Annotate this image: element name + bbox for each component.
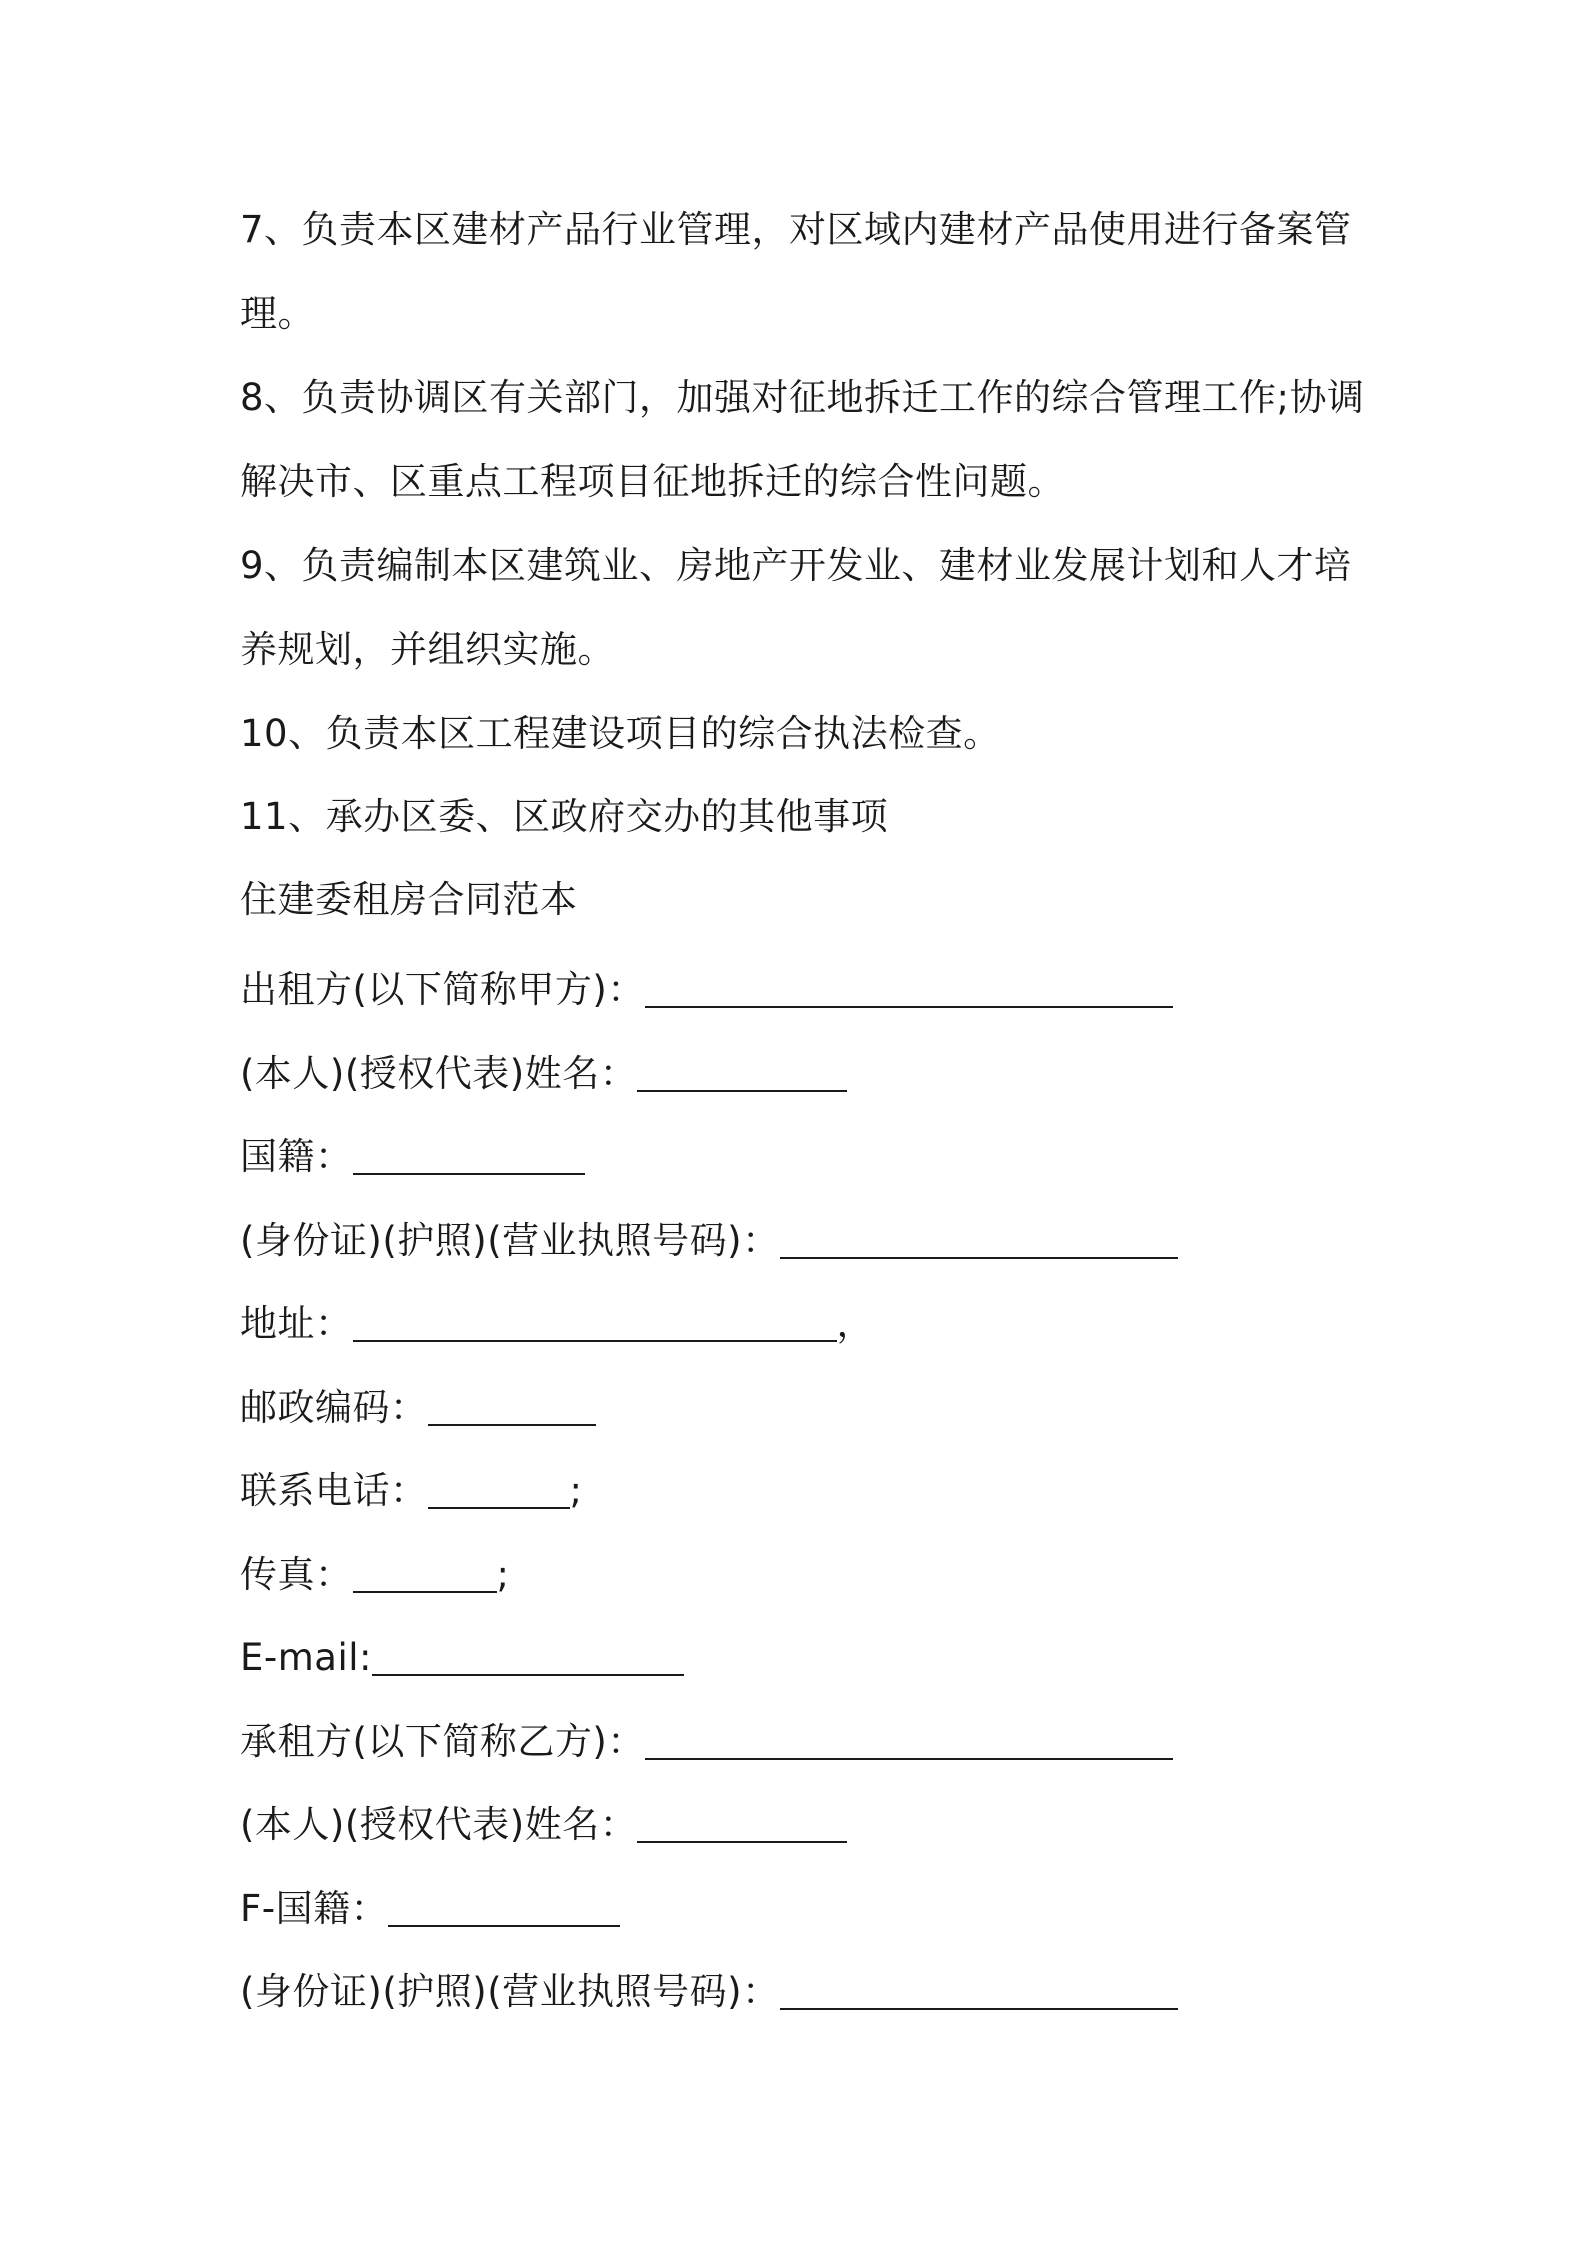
fill-in-blank[interactable] [388,1885,620,1927]
paragraph-11: 11、承办区委、区政府交办的其他事项 [240,795,889,838]
paragraph-9: 9、负责编制本区建筑业、房地产开发业、建材业发展计划和人才培 [240,544,1352,587]
paragraph-8: 8、负责协调区有关部门，加强对征地拆迁工作的综合管理工作;协调 [240,376,1365,419]
fill-in-blank[interactable] [372,1634,684,1676]
paragraph-9-continuation: 养规划，并组织实施。 [240,628,615,671]
field-lessor-fax: 传真： ; [240,1553,510,1596]
field-lessor-id [240,1217,1360,1265]
field-lessor-name [240,1050,1360,1098]
contract-title: 住建委租房合同范本 [240,878,578,921]
fill-in-blank[interactable] [637,1801,847,1843]
paragraph-7-continuation: 理。 [240,292,315,335]
field-label: (身份证)(护照)(营业执照号码)： [240,1970,780,2013]
fill-in-blank[interactable] [353,1300,837,1342]
field-lessor-email [240,1634,1360,1682]
field-lessor-address: 地址： ， [240,1302,874,1345]
fill-in-blank[interactable] [428,1384,596,1426]
fill-in-blank[interactable] [780,1217,1178,1259]
field-lessor [240,966,1360,1014]
field-label: 地址： [240,1302,353,1345]
field-lessee-nationality [240,1885,1360,1933]
field-lessee-name [240,1801,1360,1849]
fill-in-blank[interactable] [353,1551,497,1593]
fill-in-blank[interactable] [645,1718,1173,1760]
field-lessor-phone: 联系电话： ; [240,1469,583,1512]
field-lessor-nationality [240,1133,1360,1181]
fill-in-blank[interactable] [637,1050,847,1092]
field-label: (本人)(授权代表)姓名： [240,1803,638,1846]
field-label: F-国籍： [240,1887,389,1930]
field-lessee [240,1718,1360,1766]
paragraph-10: 10、负责本区工程建设项目的综合执法检查。 [240,712,1001,755]
field-lessee-id [240,1968,1360,2016]
field-label: 国籍： [240,1135,353,1178]
paragraph-8-continuation: 解决市、区重点工程项目征地拆迁的综合性问题。 [240,460,1065,503]
field-label: 传真： [240,1553,353,1596]
fill-in-blank[interactable] [353,1133,585,1175]
fill-in-blank[interactable] [428,1467,570,1509]
field-lessor-postcode [240,1384,1360,1432]
field-label: (身份证)(护照)(营业执照号码)： [240,1219,780,1262]
field-label: 联系电话： [240,1469,428,1512]
fill-in-blank[interactable] [645,966,1173,1008]
paragraph-7: 7、负责本区建材产品行业管理，对区域内建材产品使用进行备案管 [240,208,1352,251]
field-label: 邮政编码： [240,1386,428,1429]
field-label: E-mail: [240,1636,372,1679]
field-label: 出租方(以下简称甲方)： [240,968,645,1011]
fill-in-blank[interactable] [780,1968,1178,2010]
field-label: (本人)(授权代表)姓名： [240,1052,638,1095]
field-label: 承租方(以下简称乙方)： [240,1720,645,1763]
